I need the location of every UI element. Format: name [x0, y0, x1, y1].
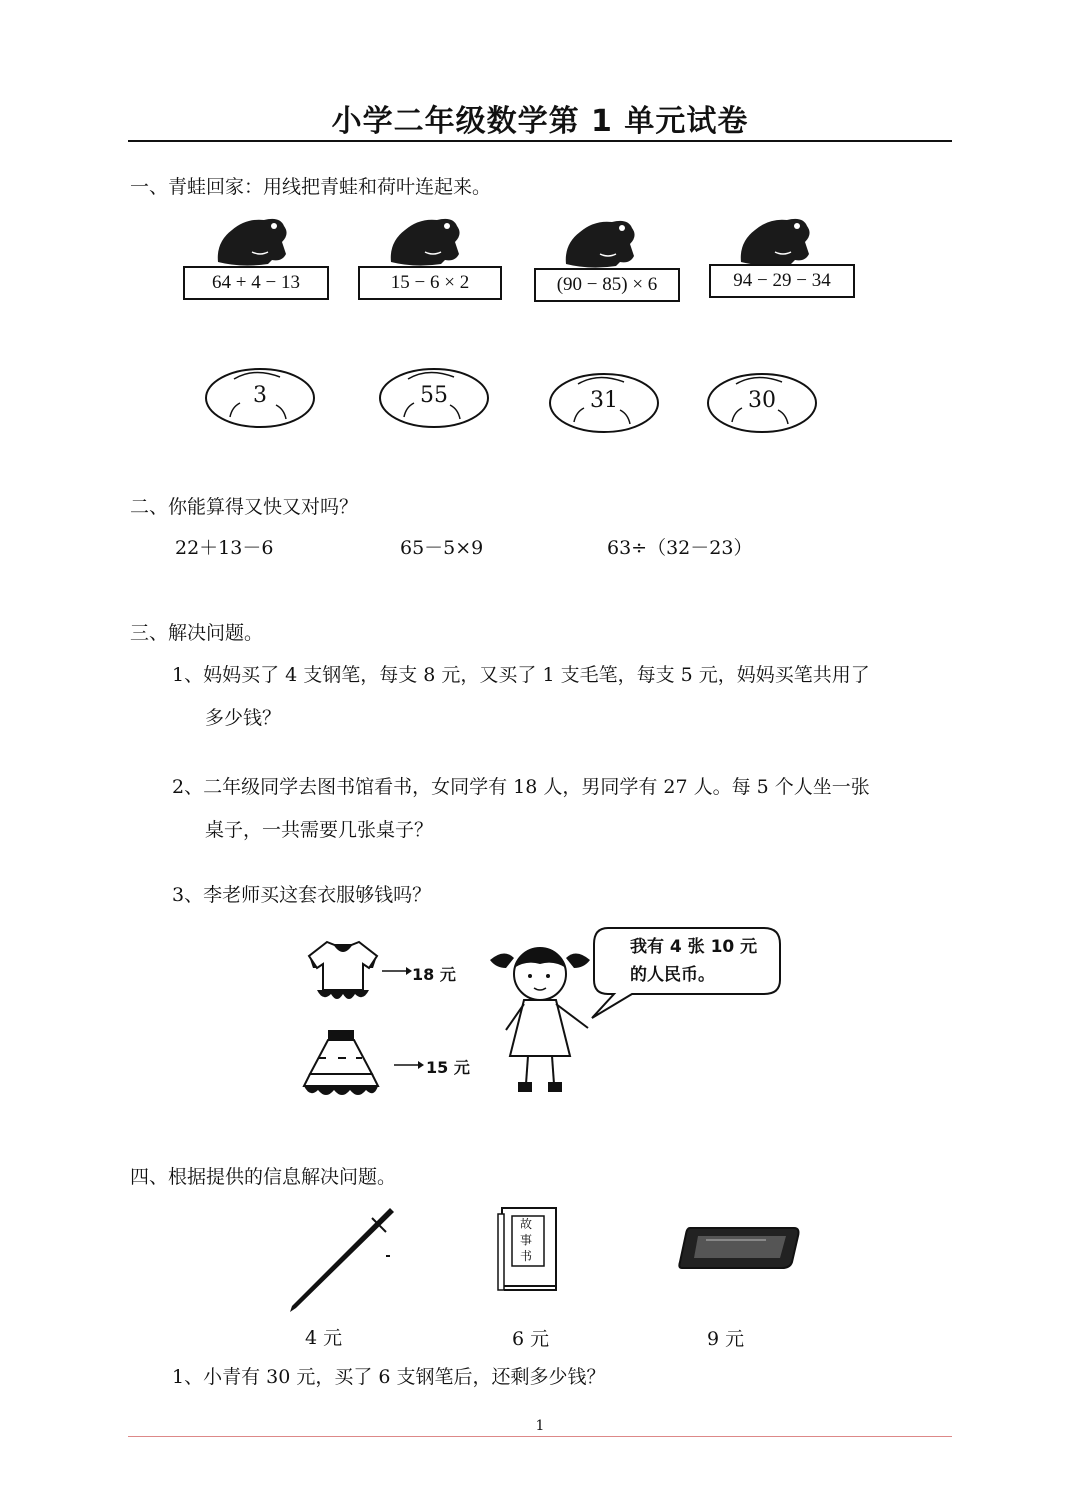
pen-price: 4 元 — [305, 1327, 343, 1349]
section4-heading: 四、根据提供的信息解决问题。 — [130, 1166, 397, 1188]
frog-expression: (90 − 85) × 6 — [534, 268, 680, 302]
leaf-number: 31 — [590, 388, 618, 413]
section3-heading: 三、解决问题。 — [130, 622, 264, 644]
lotus-leaf — [548, 372, 660, 434]
question-text: 桌子，一共需要几张桌子？ — [205, 819, 434, 841]
question-text: 2、二年级同学去图书馆看书，女同学有 18 人，男同学有 27 人。每 5 个人坐一张 — [172, 776, 870, 798]
question-text: 3、李老师买这套衣服够钱吗？ — [172, 884, 432, 906]
arrow-icon — [382, 966, 412, 976]
frog-icon — [212, 212, 292, 268]
calc-problem: 63÷（32－23） — [607, 537, 753, 559]
pen-icon — [286, 1204, 396, 1316]
leaf-number: 3 — [253, 383, 267, 408]
page-title: 小学二年级数学第 1 单元试卷 — [331, 104, 749, 139]
question-text: 多少钱？ — [205, 707, 282, 729]
question-text: 1、小青有 30 元，买了 6 支钢笔后，还剩多少钱？ — [172, 1366, 606, 1388]
leaf-number: 30 — [748, 388, 776, 413]
skirt-icon — [298, 1028, 384, 1104]
footer-rule — [128, 1436, 952, 1437]
frog-icon — [560, 214, 640, 270]
arrow-icon — [394, 1060, 424, 1070]
title-rule — [128, 140, 952, 142]
page-number: 1 — [535, 1418, 545, 1434]
book-price: 6 元 — [512, 1328, 550, 1350]
frog-expression: 15 − 6 × 2 — [358, 266, 502, 300]
lotus-leaf — [378, 367, 490, 429]
question-text: 1、妈妈买了 4 支钢笔，每支 8 元，又买了 1 支毛笔，每支 5 元，妈妈买笔共用了 — [172, 664, 870, 686]
shirt-price: 18 元 — [412, 965, 456, 984]
section1-heading: 一、青蛙回家：用线把青蛙和荷叶连起来。 — [130, 176, 492, 198]
calc-problem: 22＋13－6 — [175, 537, 274, 559]
section2-heading: 二、你能算得又快又对吗？ — [130, 496, 359, 518]
box-price: 9 元 — [707, 1328, 745, 1350]
book-title: 故事书 — [519, 1217, 532, 1263]
leaf-number: 55 — [420, 383, 448, 408]
lotus-leaf — [706, 372, 818, 434]
speech-text: 的人民币。 — [630, 965, 715, 985]
lotus-leaf — [204, 367, 316, 429]
frog-expression: 94 − 29 − 34 — [709, 264, 855, 298]
skirt-price: 15 元 — [426, 1058, 470, 1077]
frog-icon — [385, 212, 465, 268]
speech-text: 我有 4 张 10 元 — [630, 937, 758, 957]
calc-problem: 65－5×9 — [400, 537, 484, 559]
frog-icon — [735, 212, 815, 268]
girl-icon — [484, 938, 596, 1100]
frog-expression: 64 + 4 − 13 — [183, 266, 329, 300]
shirt-icon — [303, 938, 383, 1010]
pencil-box-icon — [676, 1222, 802, 1272]
